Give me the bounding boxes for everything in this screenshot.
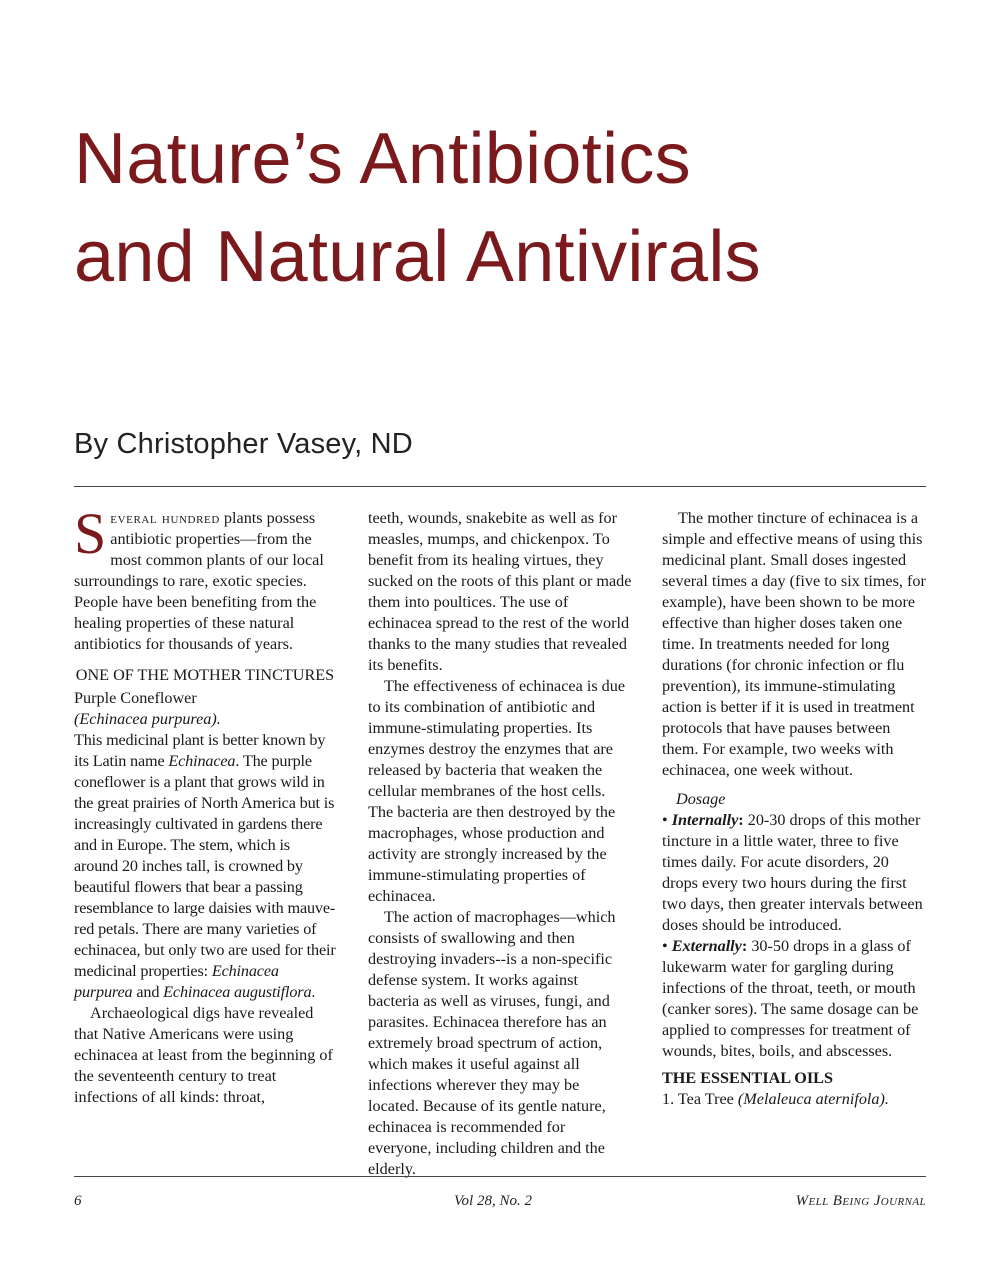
externally-label: Externally: [671, 937, 742, 955]
journal-name: Well Being Journal: [795, 1193, 926, 1209]
text-run: 1. Tea Tree: [662, 1090, 738, 1108]
column-2: [368, 508, 632, 1180]
lead-in-smallcaps: everal hundred: [110, 509, 220, 527]
title-line-1: Nature’s Antibiotics: [74, 119, 691, 199]
dosage-external: [662, 936, 928, 1062]
body-paragraph: The action of macrophages—which consists of swallowing and then destroying invaders--is a non-specific defense system. It works against bacteria as well as viruses, fungi, and parasites. Echinacea therefore has an extremely broad spectrum of action, which makes it useful against all infections wherever they may be located. Because of its gentle nature, echinacea is recommended for everyone, including children and the elderly.: [368, 908, 616, 1178]
dosage-label: Dosage: [676, 790, 726, 808]
section-heading: ONE OF THE MOTHER TINCTURES: [75, 666, 335, 684]
text-run: .: [311, 983, 316, 1001]
text-run: 20-30 drops of this mother tincture in a little water, three to five times daily. For acute disorders, 20 drops every two hours during the first two days, then greater intervals between doses should be introduced.: [662, 811, 923, 934]
header-divider: [74, 486, 926, 487]
internally-label: Internally: [671, 811, 739, 829]
page-number: 6: [74, 1193, 82, 1209]
text-run: :: [741, 937, 748, 955]
bullet: •: [662, 937, 672, 955]
body-paragraph: teeth, wounds, snakebite as well as for measles, mumps, and chickenpox. To benefit from its healing virtues, they sucked on the roots of this plant or made them into poultices. The use of echinacea spread to the rest of the world thanks to the many studies that revealed its benefits.: [368, 509, 632, 674]
dosage-internal: [662, 810, 928, 936]
plant-latin-name: (Echinacea purpurea).: [74, 710, 221, 728]
text-run: and: [132, 983, 164, 1001]
intro-paragraph: [74, 501, 336, 655]
footer-divider: [74, 1176, 926, 1177]
body-paragraph: [74, 730, 336, 1003]
column-1: [74, 501, 336, 1108]
byline: By Christopher Vasey, ND: [74, 428, 413, 460]
plant-name: [74, 688, 336, 730]
text-run: . The purple coneflower is a plant that grows wild in the great prairies of North America but is increasingly cultivated in gardens there and in Europe. The stem, which is around 20 inches tall, is crowned by beautiful flowers that bear a passing resemblance to large daisies with mauve-red petals. There are many varieties of echinacea, but only two are used for their medicinal properties:: [74, 752, 336, 980]
body-paragraph: The mother tincture of echinacea is a simple and effective means of using this medicinal plant. Small doses ingested several times a day (five to six times, for example), have been shown to be more effective than higher doses taken one time. In treatments needed for long durations (for chronic infection or flu prevention), its immune-stimulating action is better if it is used in treatment protocols that have pauses between them. For example, two weeks with echinacea, one week without.: [662, 509, 926, 779]
text-run: 30-50 drops in a glass of lukewarm water for gargling during infections of the throat, teeth, or mouth (canker sores). The same dosage can be applied to compresses for treatment of wounds, bites, boils, and abscesses.: [662, 937, 919, 1060]
latin-term: (Melaleuca aternifola).: [737, 1090, 889, 1108]
volume-issue: Vol 28, No. 2: [454, 1193, 532, 1209]
column-3: [662, 508, 928, 1110]
body-paragraph: Archaeological digs have revealed that Native Americans were using echinacea at least from the beginning of the seventeenth century to treat infections of all kinds: throat,: [74, 1004, 333, 1106]
latin-term: Echinacea purpurea: [74, 962, 279, 1001]
latin-term: Echinacea augustiflora: [163, 983, 312, 1001]
title-line-2: and Natural Antivirals: [74, 217, 761, 297]
text-run: This medicinal plant is better known by its Latin name: [74, 731, 326, 770]
intro-text: plants possess antibiotic properties—from the most common plants of our local surroundings to rare, exotic species. People have been benefiting from the healing properties of these natural antibiotics for thousands of years.: [74, 509, 324, 653]
text-run: :: [738, 811, 744, 829]
tea-tree-item: [662, 1089, 928, 1110]
latin-term: Echinacea: [168, 752, 236, 770]
article-title: [74, 110, 954, 306]
bullet: •: [662, 811, 672, 829]
body-paragraph: The effectiveness of echinacea is due to its combination of antibiotic and immune-stimulating properties. Its enzymes destroy the enzymes that are released by bacteria that weaken the cellular membranes of the host cells. The bacteria are then destroyed by the macrophages, whose production and activity are strongly increased by the immune-stimulating properties of echinacea.: [368, 677, 626, 905]
drop-cap: S: [74, 501, 107, 566]
section-heading: THE ESSENTIAL OILS: [662, 1069, 833, 1087]
plant-common-name: Purple Coneflower: [74, 689, 197, 707]
